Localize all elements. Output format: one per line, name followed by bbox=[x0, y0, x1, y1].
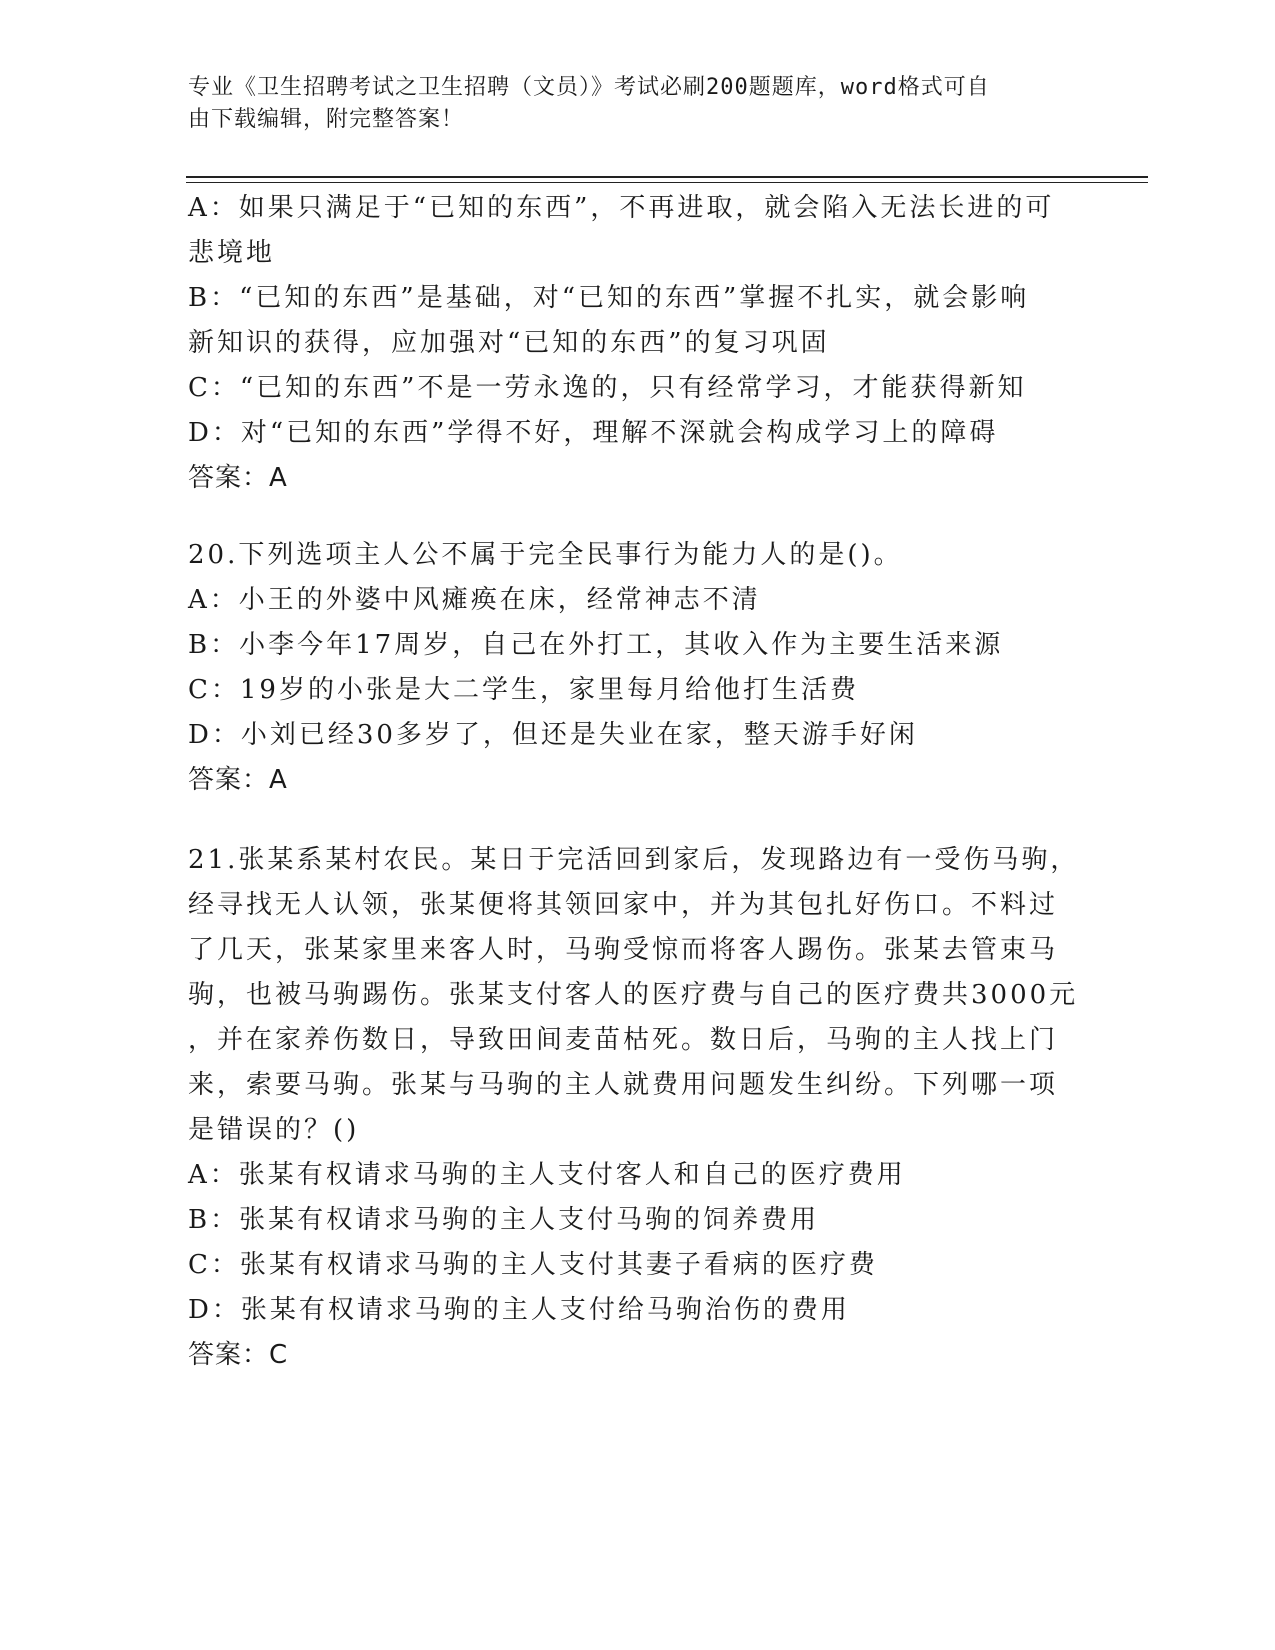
q20-option-b: B：小李今年17周岁，自己在外打工，其收入作为主要生活来源 bbox=[188, 630, 1004, 660]
q21-question-line: 来，索要马驹。张某与马驹的主人就费用问题发生纠纷。下列哪一项 bbox=[188, 1070, 1059, 1100]
q19-option-b-line-1: B：“已知的东西”是基础，对“已知的东西”掌握不扎实，就会影响 bbox=[188, 283, 1030, 313]
q21-question-line: ，并在家养伤数日，导致田间麦苗枯死。数日后，马驹的主人找上门 bbox=[188, 1025, 1059, 1055]
q21-option-b: B：张某有权请求马驹的主人支付马驹的饲养费用 bbox=[188, 1205, 820, 1235]
q20-question: 20.下列选项主人公不属于完全民事行为能力人的是()。 bbox=[188, 540, 903, 570]
q21-option-c: C：张某有权请求马驹的主人支付其妻子看病的医疗费 bbox=[188, 1250, 878, 1280]
q19-option-d: D：对“已知的东西”学得不好，理解不深就会构成学习上的障碍 bbox=[188, 418, 999, 448]
q20-option-a: A：小王的外婆中风瘫痪在床，经常神志不清 bbox=[188, 585, 761, 615]
q21-option-d: D：张某有权请求马驹的主人支付给马驹治伤的费用 bbox=[188, 1295, 850, 1325]
header-line-1: 专业《卫生招聘考试之卫生招聘（文员）》考试必刷200题题库，word格式可自 bbox=[188, 75, 990, 100]
q20-option-d: D：小刘已经30多岁了，但还是失业在家，整天游手好闲 bbox=[188, 720, 918, 750]
q21-question-line: 了几天，张某家里来客人时，马驹受惊而将客人踢伤。张某去管束马 bbox=[188, 935, 1059, 965]
q20-option-c: C：19岁的小张是大二学生，家里每月给他打生活费 bbox=[188, 675, 859, 705]
q19-answer: 答案：A bbox=[188, 463, 288, 493]
q19-option-a-line-1: A：如果只满足于“已知的东西”，不再进取，就会陷入无法长进的可 bbox=[188, 193, 1055, 223]
question-19-continuation bbox=[188, 186, 1078, 501]
q21-answer: 答案：C bbox=[188, 1340, 289, 1370]
header-divider-thick bbox=[186, 176, 1148, 178]
header-divider-thin bbox=[186, 182, 1148, 183]
q21-option-a: A：张某有权请求马驹的主人支付客人和自己的医疗费用 bbox=[188, 1160, 906, 1190]
question-20 bbox=[188, 533, 1078, 803]
document-header bbox=[188, 72, 1068, 136]
q21-question-line: 经寻找无人认领，张某便将其领回家中，并为其包扎好伤口。不料过 bbox=[188, 890, 1059, 920]
question-21 bbox=[188, 838, 1078, 1378]
header-line-2: 由下载编辑，附完整答案！ bbox=[188, 107, 465, 132]
q21-question-line: 21.张某系某村农民。某日于完活回到家后，发现路边有一受伤马驹， bbox=[188, 845, 1080, 875]
q21-question-line: 是错误的？() bbox=[188, 1115, 360, 1145]
q19-option-b-line-2: 新知识的获得，应加强对“已知的东西”的复习巩固 bbox=[188, 328, 830, 358]
q21-question-line: 驹，也被马驹踢伤。张某支付客人的医疗费与自己的医疗费共3000元 bbox=[188, 980, 1079, 1010]
q20-answer: 答案：A bbox=[188, 765, 288, 795]
q19-option-c: C：“已知的东西”不是一劳永逸的，只有经常学习，才能获得新知 bbox=[188, 373, 1027, 403]
q19-option-a-line-2: 悲境地 bbox=[188, 238, 276, 268]
